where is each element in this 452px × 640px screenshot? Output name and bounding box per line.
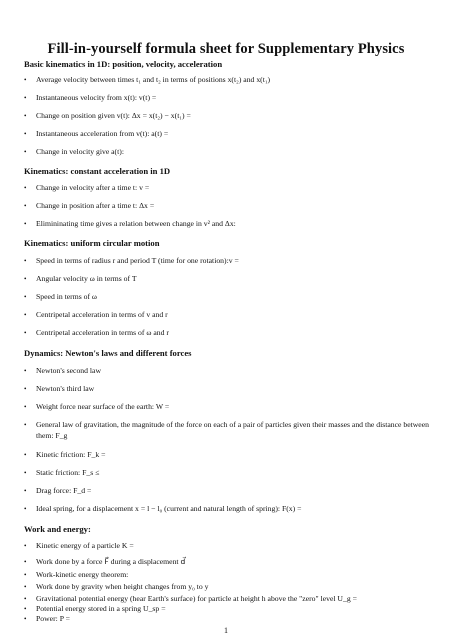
list-item: • Speed in terms of ω [24, 292, 97, 301]
list-item: • Work-kinetic energy theorem: [24, 570, 129, 579]
bullet-icon: • [24, 571, 27, 579]
bullet-icon: • [24, 451, 27, 459]
bullet-icon: • [24, 542, 27, 550]
bullet-icon: • [24, 367, 27, 375]
list-item: • Centripetal acceleration in terms of v and r [24, 310, 168, 319]
list-item: • Work done by gravity when height changes from y₀ to y [24, 582, 209, 591]
section-heading-basic-kinematics: Basic kinematics in 1D: position, velocity, acceleration [24, 59, 223, 69]
list-item: • Weight force near surface of the earth: W = [24, 402, 170, 411]
bullet-icon: • [24, 220, 27, 228]
list-item: • Change in velocity give a(t): [24, 147, 124, 156]
list-item: • Change in position after a time t: Δx = [24, 201, 155, 210]
section-heading-constant-acceleration: Kinematics: constant acceleration in 1D [24, 166, 171, 176]
bullet-icon: • [24, 329, 27, 337]
list-item: • Kinetic energy of a particle K = [24, 541, 134, 550]
bullet-icon: • [24, 311, 27, 319]
list-item: • Centripetal acceleration in terms of ω and r [24, 328, 169, 337]
list-item: • Change in velocity after a time t: v = [24, 183, 150, 192]
list-item: • Gravitational potential energy (hear Earth's surface) for particle at height h above the "zero" level U_g = [24, 594, 357, 603]
list-item: • Newton's second law [24, 366, 102, 375]
list-item: • General law of gravitation, the magnitude of the force on each of a pair of particles given their masses and the distance between them: F_g [24, 420, 429, 440]
bullet-icon: • [24, 275, 27, 283]
bullet-icon: • [24, 184, 27, 192]
bullet-icon: • [24, 257, 27, 265]
bullet-icon: • [24, 469, 27, 477]
bullet-icon: • [24, 112, 27, 120]
list-item: • Work done by a force F⃗ during a displacement d⃗ [24, 557, 186, 566]
bullet-icon: • [24, 558, 27, 566]
page-title: Fill-in-yourself formula sheet for Supplementary Physics [47, 41, 405, 57]
bullet-icon: • [24, 605, 27, 613]
bullet-icon: • [24, 421, 27, 429]
list-item: • Angular velocity ω in terms of T [24, 274, 137, 283]
list-item: • Instantaneous acceleration from v(t): a(t) = [24, 129, 169, 138]
bullet-icon: • [24, 94, 27, 102]
bullet-icon: • [24, 505, 27, 513]
bullet-icon: • [24, 403, 27, 411]
list-item: • Average velocity between times t₁ and t₂ in terms of positions x(t₂) and x(t₁) [24, 75, 271, 84]
bullet-icon: • [24, 130, 27, 138]
list-item: • Power: P = [24, 614, 70, 623]
section-heading-circular-motion: Kinematics: uniform circular motion [24, 238, 160, 248]
bullet-icon: • [24, 76, 27, 84]
bullet-icon: • [24, 202, 27, 210]
list-item: • Change on position given v(t): Δx = x(t₂) − x(t₁) = [24, 111, 191, 120]
bullet-icon: • [24, 583, 27, 591]
list-item: • Speed in terms of radius r and period T (time for one rotation):v = [24, 256, 239, 265]
list-item: • Kinetic friction: F_k = [24, 450, 106, 459]
bullet-icon: • [24, 487, 27, 495]
list-item: • Ideal spring, for a displacement x = l − l₀ (current and natural length of spring): F(x) = [24, 504, 302, 513]
bullet-icon: • [24, 595, 27, 603]
bullet-icon: • [24, 148, 27, 156]
list-item: • Potential energy stored in a spring U_sp = [24, 604, 166, 613]
page-number: 1 [224, 626, 228, 635]
list-item: • Static friction: F_s ≤ [24, 468, 100, 477]
list-item: • Elimininating time gives a relation between change in v² and Δx: [24, 219, 236, 228]
section-heading-work-energy: Work and energy: [24, 524, 91, 534]
section-heading-dynamics: Dynamics: Newton's laws and different forces [24, 348, 192, 358]
bullet-icon: • [24, 615, 27, 623]
list-item: • Instantaneous velocity from x(t): v(t) = [24, 93, 157, 102]
list-item: • Newton's third law [24, 384, 95, 393]
list-item: • Drag force: F_d = [24, 486, 92, 495]
bullet-icon: • [24, 293, 27, 301]
bullet-icon: • [24, 385, 27, 393]
